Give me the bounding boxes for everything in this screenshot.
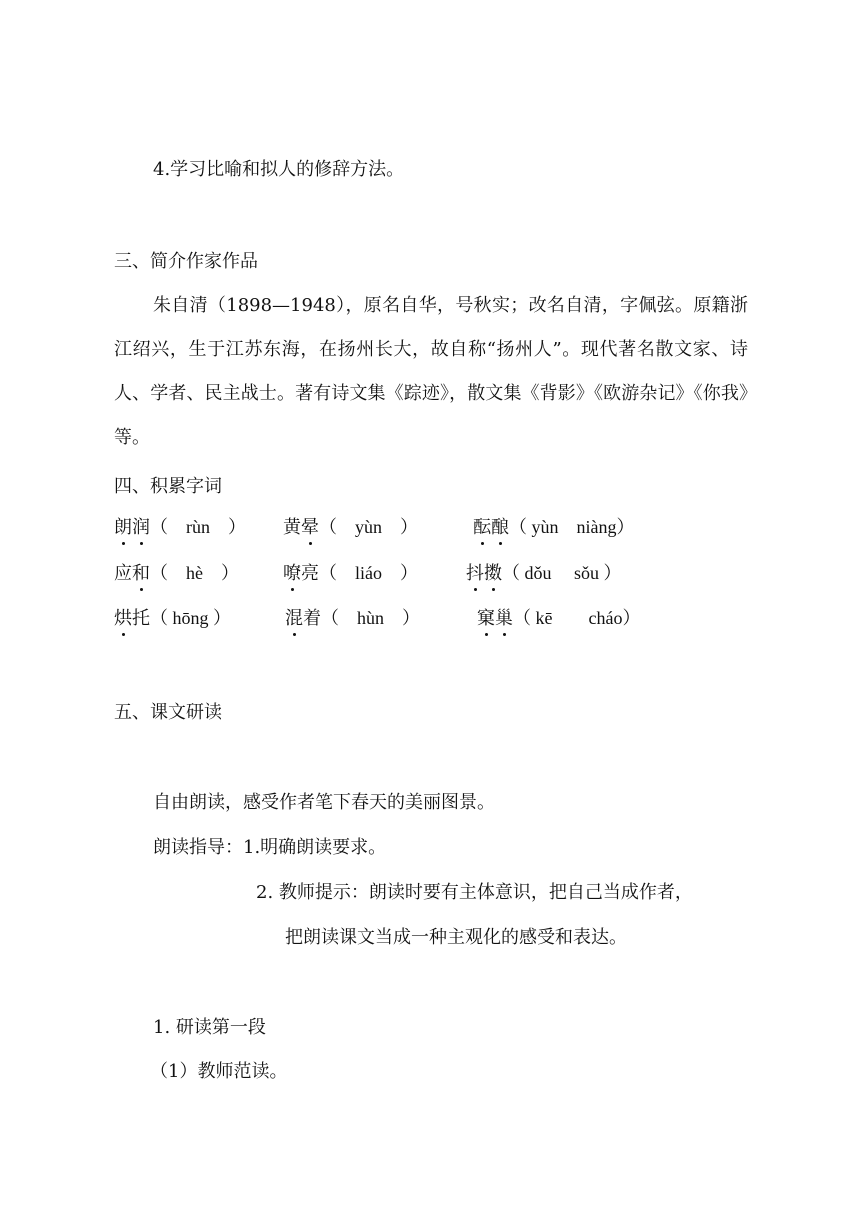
vocab-char: 应 [114, 563, 132, 584]
goal-item-4: 4.学习比喻和拟人的修辞方法。 [153, 159, 405, 180]
vocab-pinyin: （ hè ） [150, 563, 239, 583]
reading-guide-2b: 把朗读课文当成一种主观化的感受和表达。 [285, 927, 627, 948]
reading-guide-2a: 2. 教师提示：朗读时要有主体意识，把自己当成作者， [256, 882, 693, 903]
vocab-char: 巢 [495, 608, 513, 629]
vocab-pinyin: （ dǒu sǒu ） [502, 563, 622, 583]
vocab-item [285, 606, 420, 631]
study-step-1: 1. 研读第一段 [153, 1017, 266, 1038]
vocab-char: 擞 [484, 563, 502, 584]
vocab-pinyin: （ liáo ） [319, 563, 418, 583]
vocab-item [114, 515, 246, 540]
vocab-char: 酿 [491, 517, 509, 538]
author-intro-paragraph [114, 284, 748, 460]
vocab-item [283, 561, 418, 586]
vocab-char: 亮 [301, 563, 319, 584]
vocab-char: 润 [132, 517, 150, 538]
vocab-pinyin: （ hōng ） [150, 608, 231, 628]
vocab-pinyin: （ hùn ） [321, 608, 420, 628]
vocab-char: 烘 [114, 608, 132, 629]
vocab-char: 着 [303, 608, 321, 629]
vocab-pinyin: （ yùn niàng） [509, 517, 635, 537]
vocab-char: 窠 [477, 608, 495, 629]
vocab-pinyin: （ yùn ） [319, 517, 418, 537]
vocab-item [114, 561, 239, 586]
vocab-char: 托 [132, 608, 150, 629]
vocab-item [466, 561, 622, 586]
section-3-heading: 三、简介作家作品 [114, 251, 258, 272]
section-4-heading: 四、积累字词 [114, 476, 222, 497]
vocab-item [477, 606, 640, 631]
vocab-char: 黄 [283, 517, 301, 538]
vocab-char: 嘹 [283, 563, 301, 584]
vocab-item [473, 515, 635, 540]
vocab-item [283, 515, 418, 540]
reading-guide-1: 朗读指导：1.明确朗读要求。 [153, 837, 387, 858]
study-step-1-1: （1）教师范读。 [150, 1061, 288, 1082]
vocab-item [114, 606, 231, 631]
vocab-char: 晕 [301, 517, 319, 538]
vocab-char: 酝 [473, 517, 491, 538]
reading-intro: 自由朗读，感受作者笔下春天的美丽图景。 [153, 792, 495, 813]
vocab-char: 和 [132, 563, 150, 584]
author-intro-text: 朱自清（1898—1948），原名自华，号秋实；改名自清，字佩弦。原籍浙江绍兴，生于江苏东海，在扬州长大，故自称“扬州人”。现代著名散文家、诗人、学者、民主战士。著有诗文集《踪迹》，散文集《背影》《欧游杂记》《你我》等。 [114, 295, 748, 448]
vocab-char: 混 [285, 608, 303, 629]
vocab-pinyin: （ kē cháo） [513, 608, 641, 628]
vocab-char: 朗 [114, 517, 132, 538]
vocab-pinyin: （ rùn ） [150, 517, 246, 537]
vocab-char: 抖 [466, 563, 484, 584]
section-5-heading: 五、课文研读 [114, 702, 222, 723]
